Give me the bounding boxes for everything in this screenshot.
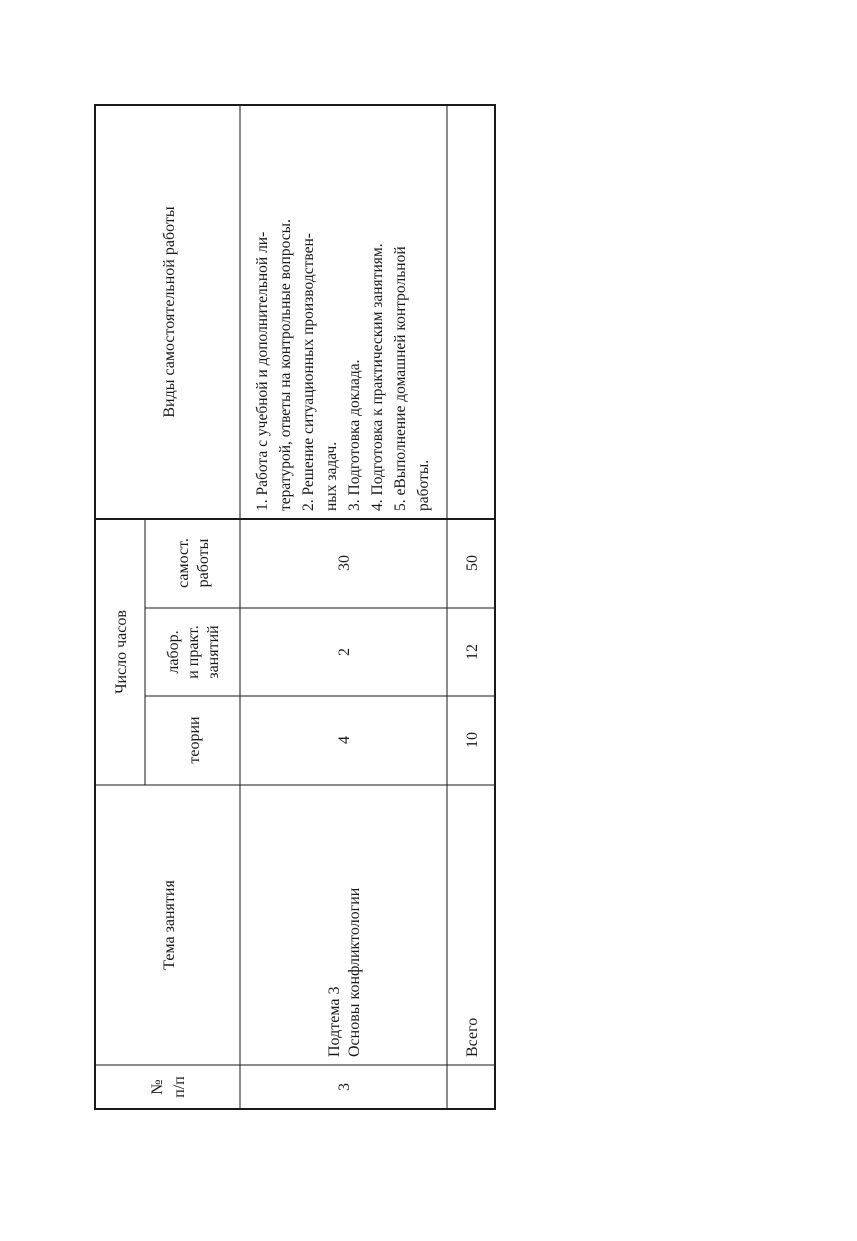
header-number: [149, 1076, 188, 1098]
header-hours-self-line1: самост.: [175, 538, 192, 588]
self-work-line-7: 5. eВыполнение домашней контрольной: [392, 246, 409, 511]
self-work-line-4: ных задач.: [323, 441, 340, 511]
row-hours-self: 30: [336, 555, 353, 571]
table-border: [95, 105, 495, 1109]
self-work-line-8: работы.: [415, 459, 432, 511]
row-hours-theory: 4: [336, 736, 353, 744]
row-topic-line2: Основы конфликтологии: [346, 887, 363, 1057]
header-number-symbol: №: [149, 1079, 166, 1095]
header-self-work-types: Виды самостоятельной работы: [161, 206, 178, 418]
row-topic-line1: Подтема 3: [326, 986, 343, 1057]
table-grid: [95, 105, 495, 1109]
row-self-work-list: [254, 219, 432, 511]
header-hours-self: [175, 538, 212, 588]
header-hours-self-line2: работы: [195, 538, 212, 588]
row-number: 3: [336, 1083, 353, 1091]
self-work-line-5: 3. Подготовка доклада.: [346, 359, 363, 511]
header-hours-group: Число часов: [113, 610, 130, 694]
self-work-line-3: 2. Решение ситуационных производствен-: [300, 233, 317, 511]
self-work-line-1: 1. Работа с учебной и дополнительной ли-: [254, 231, 271, 511]
header-topic: Тема занятия: [161, 880, 178, 970]
row-topic: [326, 887, 363, 1057]
header-hours-lab-line3: занятий: [205, 625, 222, 679]
header-hours-lab: [165, 625, 222, 679]
header-hours-theory: теории: [186, 716, 203, 764]
total-hours-lab: 12: [464, 644, 481, 660]
self-work-line-6: 4. Подготовка к практическим занятиям.: [369, 243, 386, 511]
total-hours-self: 50: [464, 555, 481, 571]
header-hours-lab-line2: и практ.: [185, 625, 202, 679]
header-number-pp: п/п: [171, 1076, 188, 1098]
row-hours-lab: 2: [336, 648, 353, 656]
self-work-line-2: тературой, ответы на контрольные вопросы.: [277, 219, 294, 511]
total-label: Всего: [464, 1017, 481, 1057]
total-hours-theory: 10: [464, 732, 481, 748]
header-hours-lab-line1: лабор.: [165, 630, 182, 674]
